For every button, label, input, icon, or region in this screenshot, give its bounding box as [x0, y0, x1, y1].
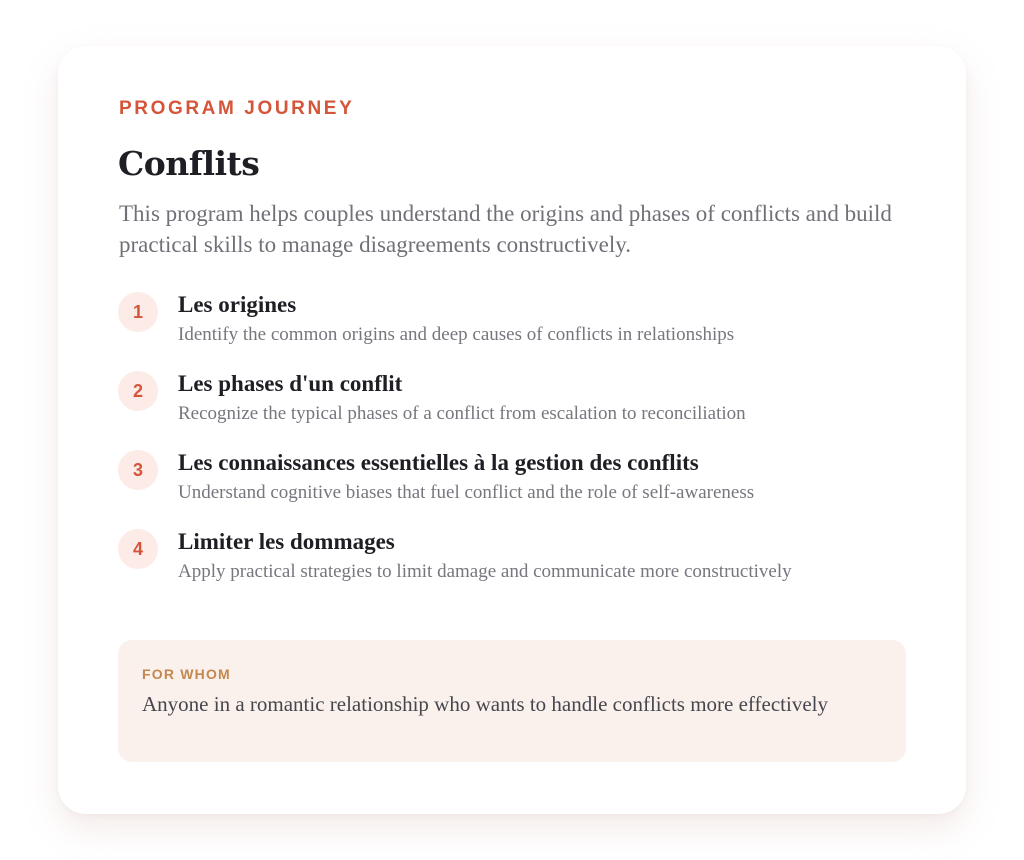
step-item [118, 369, 918, 431]
step-list [118, 290, 918, 606]
step-number-badge: 2 [118, 371, 158, 411]
step-number-badge: 3 [118, 450, 158, 490]
step-description: Apply practical strategies to limit damage and communicate more constructively [178, 561, 792, 582]
step-item [118, 290, 918, 352]
step-number-badge: 4 [118, 529, 158, 569]
section-eyebrow: PROGRAM JOURNEY [119, 98, 355, 119]
step-description: Understand cognitive biases that fuel conflict and the role of self-awareness [178, 482, 755, 503]
step-number-badge: 1 [118, 292, 158, 332]
program-title: Conflits [118, 144, 260, 183]
audience-text: Anyone in a romantic relationship who wants to handle conflicts more effectively [142, 692, 828, 716]
audience-box [118, 640, 906, 762]
program-card [58, 46, 966, 814]
step-title: Les connaissances essentielles à la gestion des conflits [178, 450, 699, 475]
step-title: Les phases d'un conflit [178, 371, 403, 396]
step-description: Recognize the typical phases of a conflict from escalation to reconciliation [178, 403, 746, 424]
program-intro: This program helps couples understand the origins and phases of conflicts and build practical skills to manage disagreements constructively. [119, 201, 892, 257]
step-description: Identify the common origins and deep causes of conflicts in relationships [178, 324, 735, 345]
step-title: Limiter les dommages [178, 529, 395, 554]
step-title: Les origines [178, 292, 297, 317]
step-item [118, 448, 918, 510]
step-item [118, 527, 918, 589]
audience-label: FOR WHOM [142, 666, 231, 682]
